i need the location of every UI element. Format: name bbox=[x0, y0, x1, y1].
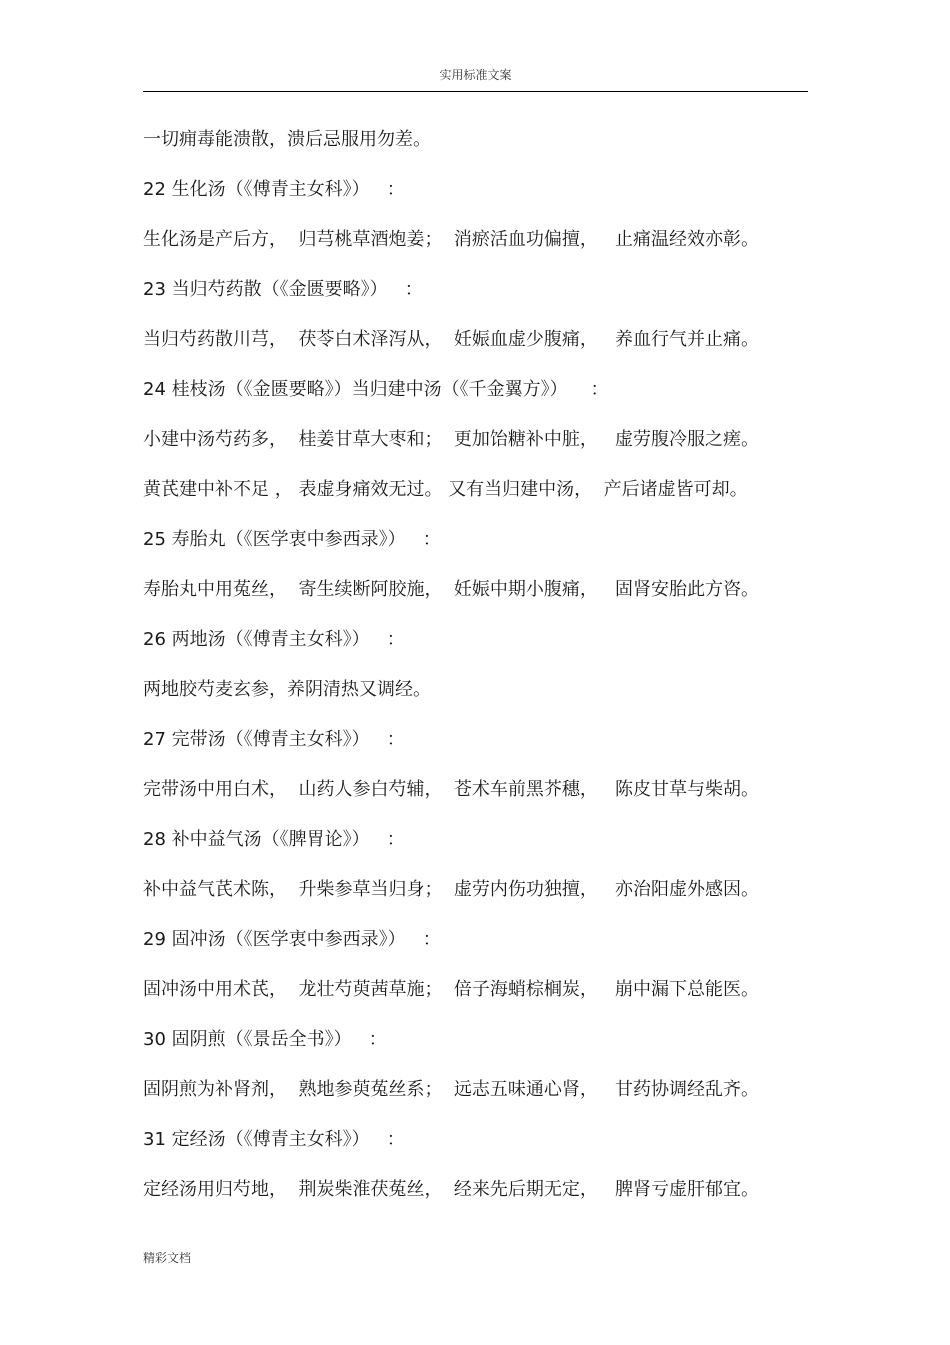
text-line: 完带汤中用白术， 山药人参白芍辅， 苍术车前黑芥穗， 陈皮甘草与柴胡。 bbox=[143, 779, 760, 800]
text-line: 一切痈毒能溃散，溃后忌服用勿差。 bbox=[143, 129, 431, 150]
formula-heading: 22 生化汤（《傅青主女科》） ： bbox=[143, 179, 405, 200]
formula-heading: 31 定经汤（《傅青主女科》） ： bbox=[143, 1129, 405, 1150]
text-line: 补中益气芪术陈， 升柴参草当归身； 虚劳内伤功独擅， 亦治阳虚外感因。 bbox=[143, 879, 760, 900]
text-line: 黄芪建中补不足 ， 表虚身痛效无过。 又有当归建中汤， 产后诸虚皆可却。 bbox=[143, 479, 748, 500]
header-divider bbox=[143, 91, 808, 92]
formula-heading: 30 固阴煎（《景岳全书》） ： bbox=[143, 1029, 387, 1050]
text-line: 固阴煎为补肾剂， 熟地参萸菟丝系； 远志五味通心肾， 甘药协调经乱齐。 bbox=[143, 1079, 760, 1100]
formula-heading: 29 固冲汤（《医学衷中参西录》） ： bbox=[143, 929, 441, 950]
formula-heading: 26 两地汤（《傅青主女科》） ： bbox=[143, 629, 405, 650]
page-footer: 精彩文档 bbox=[143, 1251, 192, 1265]
text-line: 生化汤是产后方， 归芎桃草酒炮姜； 消瘀活血功偏擅， 止痛温经效亦彰。 bbox=[143, 229, 760, 250]
formula-heading: 24 桂枝汤（《金匮要略》）当归建中汤（《千金翼方》） ： bbox=[143, 379, 609, 400]
text-line: 两地胶芍麦玄参，养阴清热又调经。 bbox=[143, 679, 431, 700]
formula-heading: 25 寿胎丸（《医学衷中参西录》） ： bbox=[143, 529, 441, 550]
text-line: 当归芍药散川芎， 茯苓白术泽泻从， 妊娠血虚少腹痛， 养血行气并止痛。 bbox=[143, 329, 760, 350]
text-line: 小建中汤芍药多， 桂姜甘草大枣和； 更加饴糖补中脏， 虚劳腹冷服之瘥。 bbox=[143, 429, 760, 450]
text-line: 固冲汤中用术芪， 龙壮芍萸茜草施； 倍子海蛸棕榈炭， 崩中漏下总能医。 bbox=[143, 979, 760, 1000]
document-body bbox=[143, 122, 808, 1222]
formula-heading: 28 补中益气汤（《脾胃论》） ： bbox=[143, 829, 405, 850]
formula-heading: 27 完带汤（《傅青主女科》） ： bbox=[143, 729, 405, 750]
text-line: 定经汤用归芍地， 荆炭柴淮茯菟丝， 经来先后期无定， 脾肾亏虚肝郁宜。 bbox=[143, 1179, 760, 1200]
text-line: 寿胎丸中用菟丝， 寄生续断阿胶施， 妊娠中期小腹痛， 固肾安胎此方咨。 bbox=[143, 579, 760, 600]
page-header: 实用标准文案 bbox=[439, 68, 512, 82]
formula-heading: 23 当归芍药散（《金匮要略》） ： bbox=[143, 279, 423, 300]
